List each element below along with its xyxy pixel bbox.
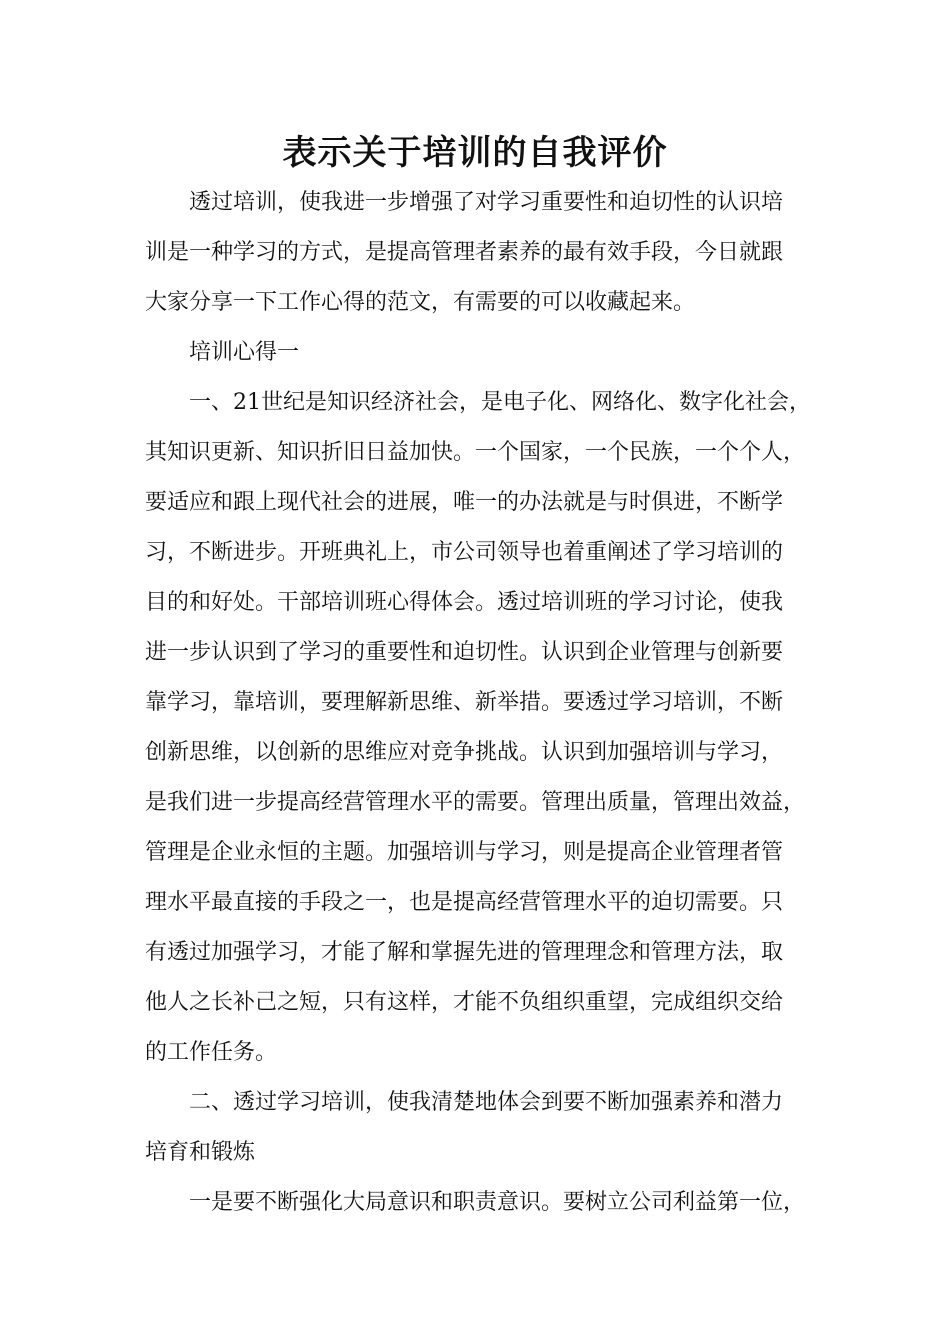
text-line: 其知识更新、知识折旧日益加快。一个国家，一个民族，一个个人， bbox=[145, 440, 806, 465]
text-line: 一是要不断强化大局意识和职责意识。要树立公司利益第一位， bbox=[189, 1190, 806, 1215]
text-line: 一、21世纪是知识经济社会，是电子化、网络化、数字化社会， bbox=[189, 390, 811, 415]
text-line: 创新思维，以创新的思维应对竞争挑战。认识到加强培训与学习， bbox=[145, 740, 784, 765]
text-line: 靠学习，靠培训，要理解新思维、新举措。要透过学习培训，不断 bbox=[145, 690, 784, 715]
text-line: 有透过加强学习，才能了解和掌握先进的管理理念和管理方法，取 bbox=[145, 940, 784, 965]
text-line: 的工作任务。 bbox=[145, 1040, 278, 1065]
text-line: 要适应和跟上现代社会的进展，唯一的办法就是与时俱进，不断学 bbox=[145, 490, 784, 515]
text-line: 目的和好处。干部培训班心得体会。透过培训班的学习讨论，使我 bbox=[145, 590, 784, 615]
text-line: 管理是企业永恒的主题。加强培训与学习，则是提高企业管理者管 bbox=[145, 840, 784, 865]
text-line: 训是一种学习的方式，是提高管理者素养的最有效手段，今日就跟 bbox=[145, 240, 784, 265]
text-line: 大家分享一下工作心得的范文，有需要的可以收藏起来。 bbox=[145, 290, 696, 315]
text-line: 理水平最直接的手段之一，也是提高经营管理水平的迫切需要。只 bbox=[145, 890, 784, 915]
text-line: 他人之长补己之短，只有这样，才能不负组织重望，完成组织交给 bbox=[145, 990, 784, 1015]
text-line: 习，不断进步。开班典礼上，市公司领导也着重阐述了学习培训的 bbox=[145, 540, 784, 565]
text-line: 进一步认识到了学习的重要性和迫切性。认识到企业管理与创新要 bbox=[145, 640, 784, 665]
document-title: 表示关于培训的自我评价 bbox=[282, 133, 668, 173]
document-body bbox=[145, 178, 825, 1228]
text-line: 培训心得一 bbox=[189, 340, 300, 365]
text-line: 二、透过学习培训，使我清楚地体会到要不断加强素养和潜力 bbox=[189, 1090, 784, 1115]
text-line: 培育和锻炼 bbox=[145, 1140, 256, 1165]
text-line: 透过培训，使我进一步增强了对学习重要性和迫切性的认识培 bbox=[189, 190, 784, 215]
text-line: 是我们进一步提高经营管理水平的需要。管理出质量，管理出效益， bbox=[145, 790, 806, 815]
